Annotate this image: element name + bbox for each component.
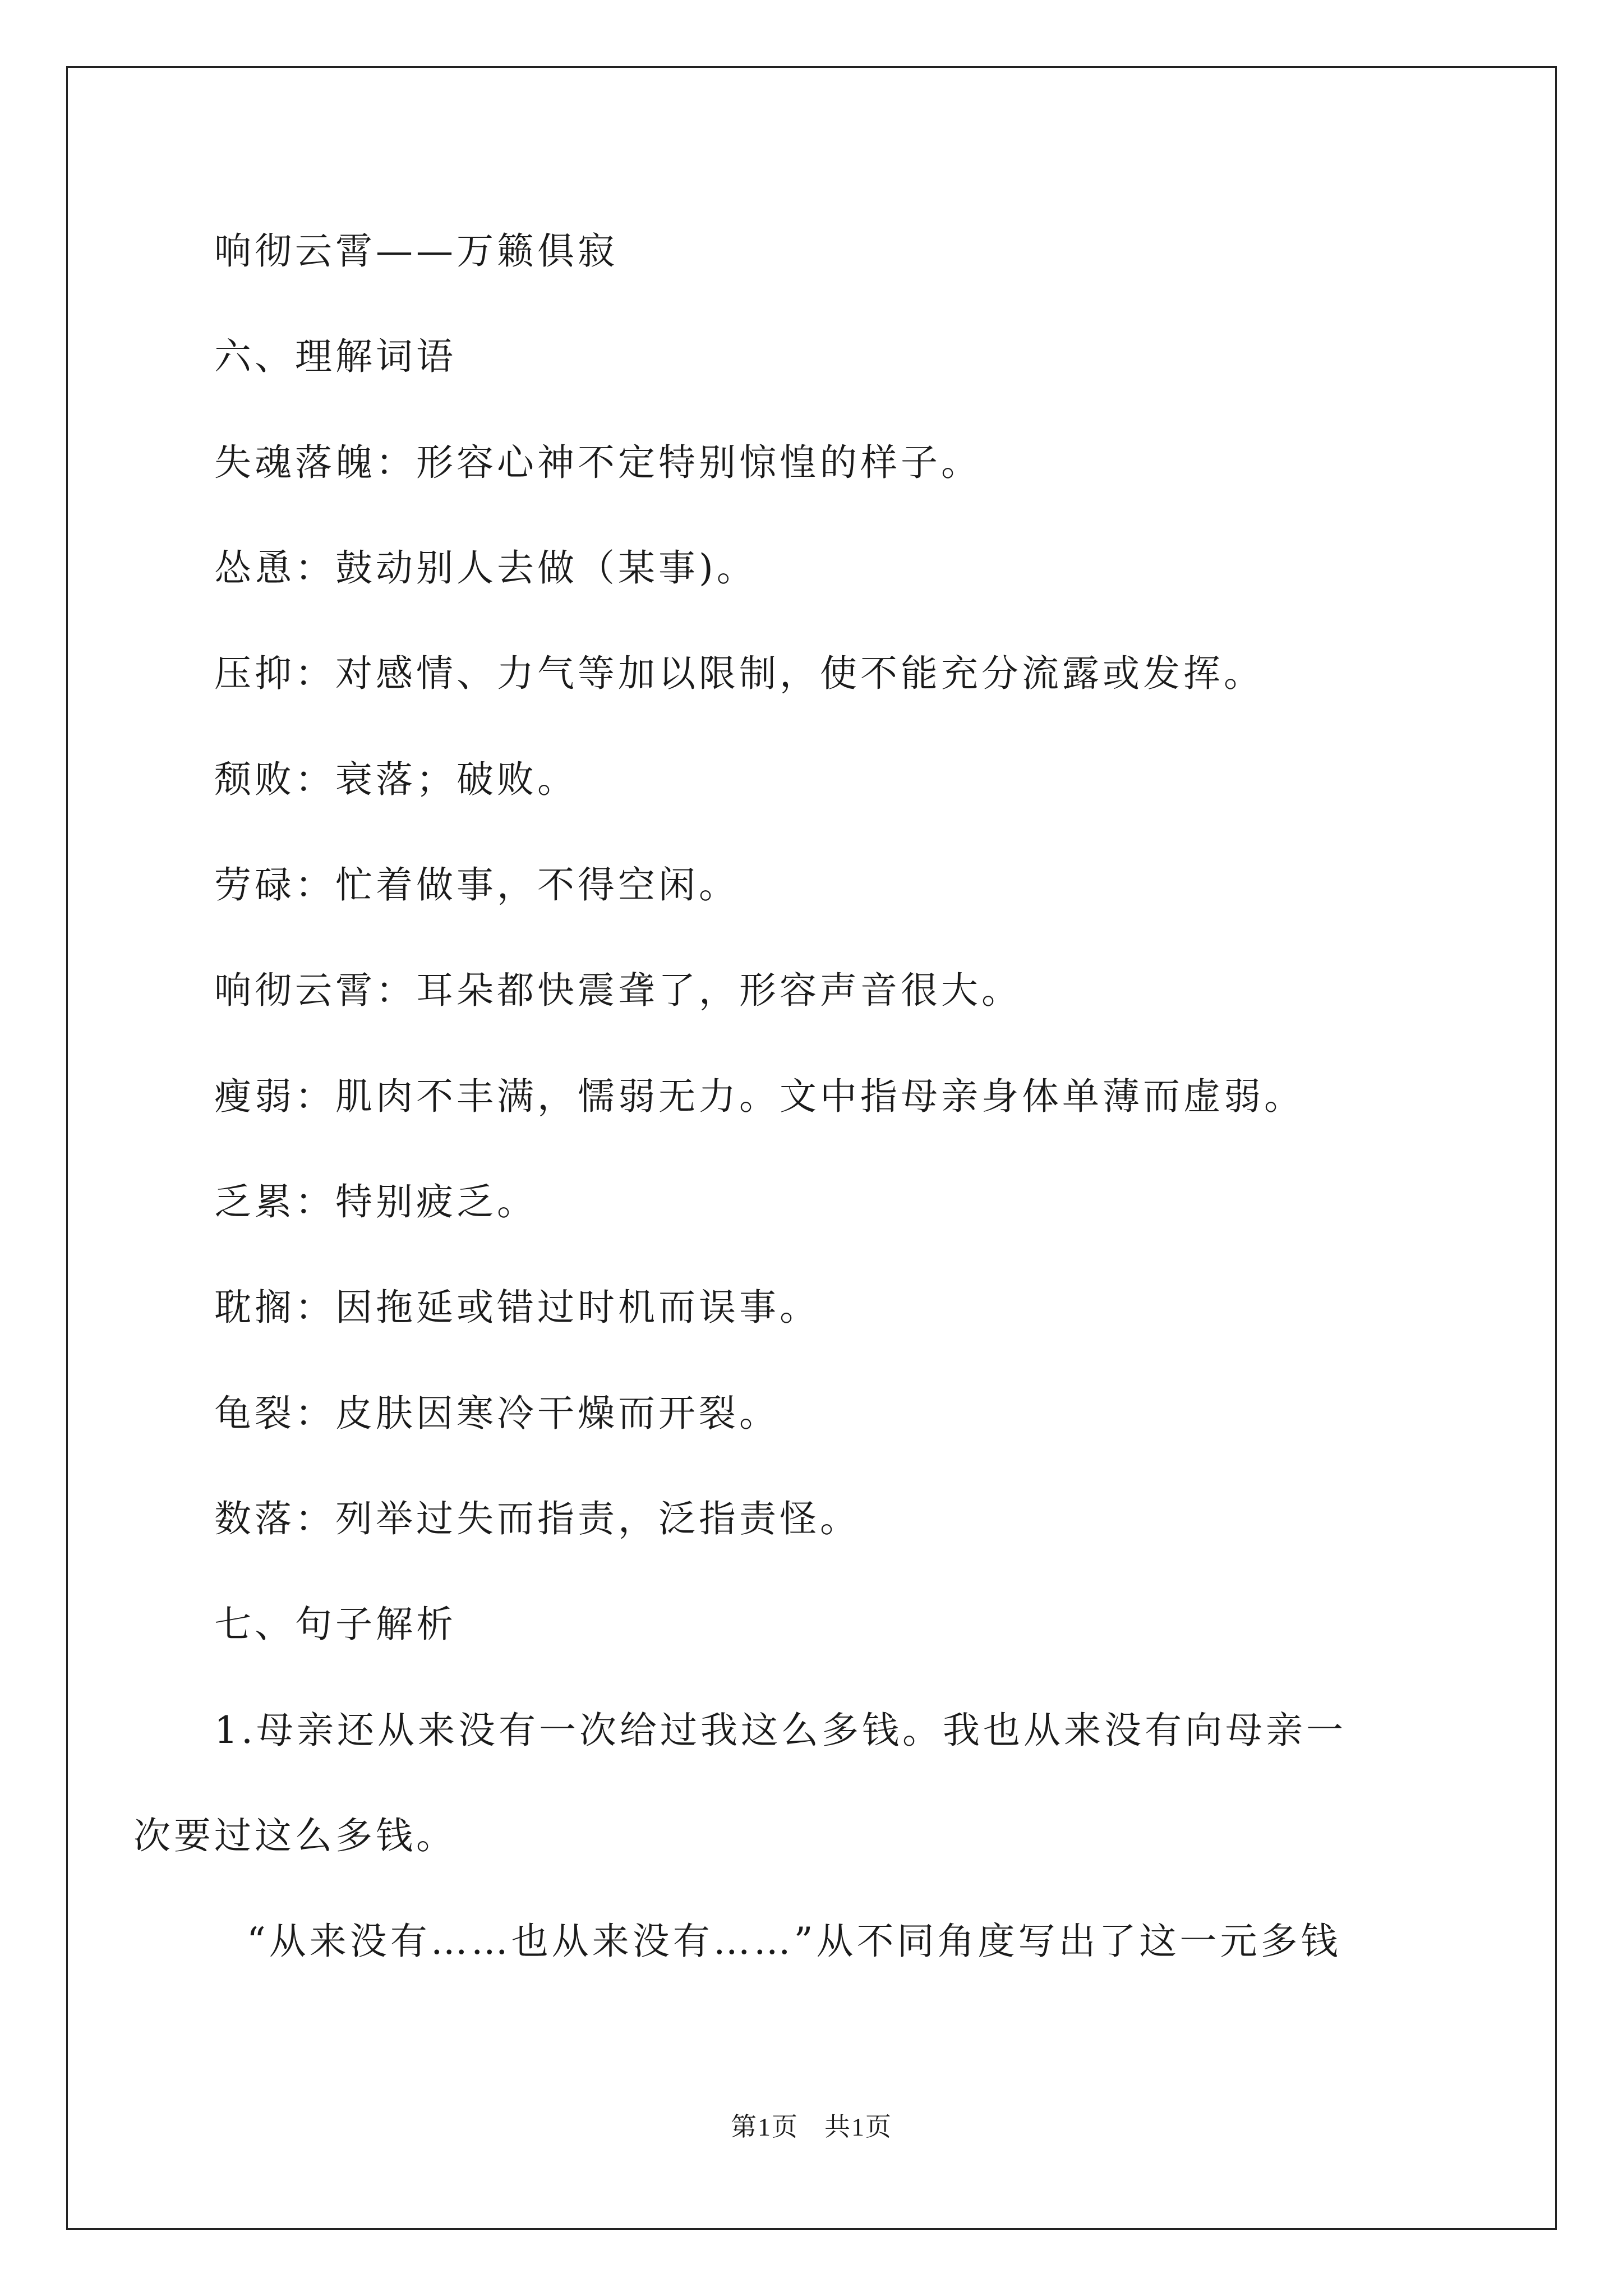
text-line: 失魂落魄：形容心神不定特别惊惶的样子。 bbox=[214, 441, 981, 484]
text-line: 次要过这么多钱。 bbox=[133, 1814, 457, 1857]
section-heading: 七、句子解析 bbox=[214, 1603, 457, 1646]
text-line: “从来没有……也从来没有……”从不同角度写出了这一元多钱 bbox=[247, 1920, 1341, 1963]
section-heading: 六、理解词语 bbox=[214, 335, 457, 378]
text-line: 龟裂：皮肤因寒冷干燥而开裂。 bbox=[214, 1392, 780, 1435]
page-total: 共1页 bbox=[824, 2113, 892, 2141]
text-line: 响彻云霄——万籁俱寂 bbox=[214, 229, 618, 273]
text-line: 响彻云霄：耳朵都快震聋了，形容声音很大。 bbox=[214, 969, 1022, 1012]
page-border bbox=[66, 66, 1557, 2230]
page-footer bbox=[0, 2106, 1623, 2143]
text-line: 乏累：特别疲乏。 bbox=[214, 1180, 537, 1223]
text-line: 瘦弱：肌肉不丰满，懦弱无力。文中指母亲身体单薄而虚弱。 bbox=[214, 1075, 1304, 1118]
text-line: 怂恿：鼓动别人去做（某事)。 bbox=[214, 546, 757, 590]
text-line: 1.母亲还从来没有一次给过我这么多钱。我也从来没有向母亲一 bbox=[214, 1709, 1347, 1752]
text-line: 数落：列举过失而指责，泛指责怪。 bbox=[214, 1497, 860, 1540]
text-line: 压抑：对感情、力气等加以限制，使不能充分流露或发挥。 bbox=[214, 652, 1264, 695]
text-line: 劳碌：忙着做事，不得空闲。 bbox=[214, 863, 739, 907]
page-number: 第1页 bbox=[731, 2113, 799, 2141]
text-line: 颓败：衰落；破败。 bbox=[214, 758, 578, 801]
text-line: 耽搁：因拖延或错过时机而误事。 bbox=[214, 1286, 820, 1329]
